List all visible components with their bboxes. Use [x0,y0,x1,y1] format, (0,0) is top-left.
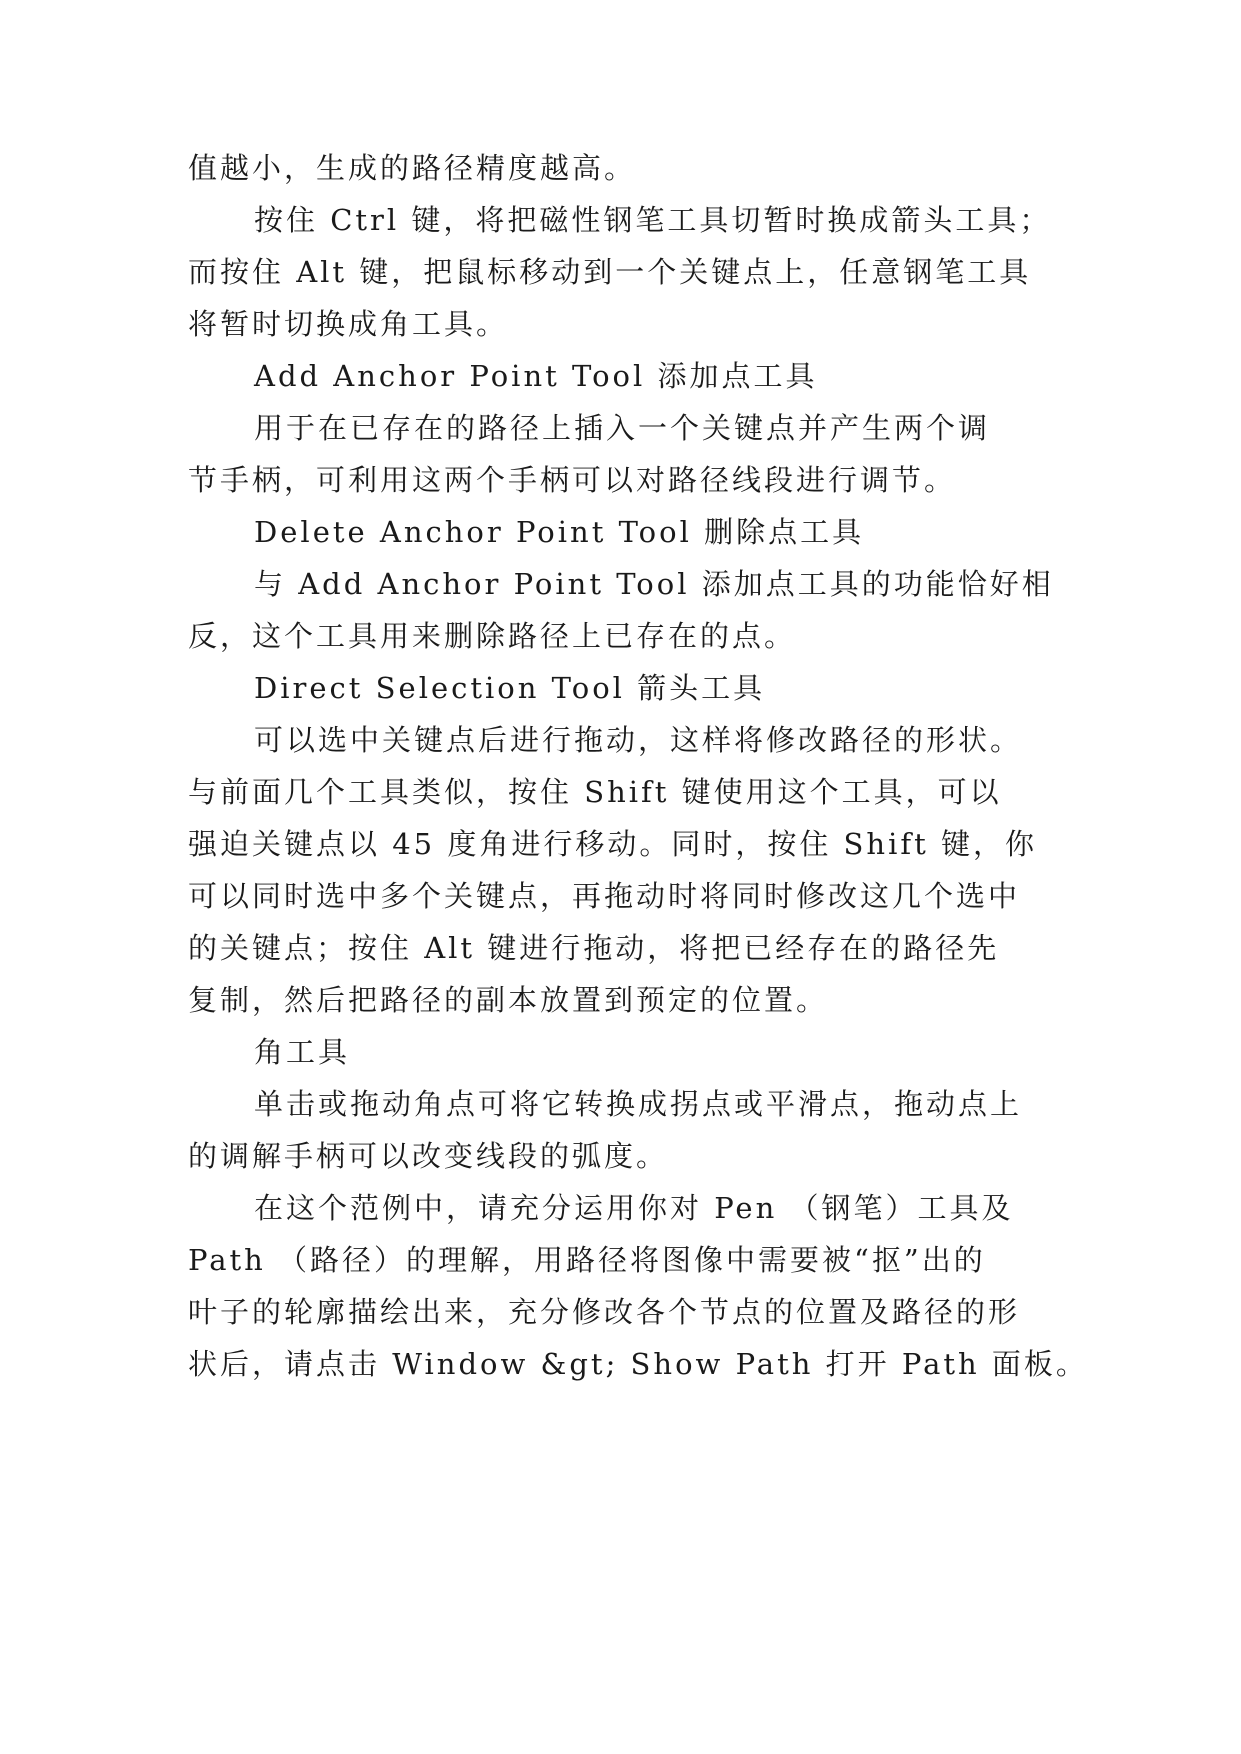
text-line: 的调解手柄可以改变线段的弧度。 [188,1139,669,1173]
text-line: 而按住 Alt 键，把鼠标移动到一个关键点上，任意钢笔工具 [188,255,1032,289]
text-line: 按住 Ctrl 键，将把磁性钢笔工具切暂时换成箭头工具； [254,203,1052,237]
text-line: 值越小，生成的路径精度越高。 [188,151,637,185]
text-line: 与 Add Anchor Point Tool 添加点工具的功能恰好相 [254,567,1054,601]
text-line: 角工具 [254,1035,351,1069]
text-line: 与前面几个工具类似，按住 Shift 键使用这个工具，可以 [188,775,1002,809]
text-line: 用于在已存在的路径上插入一个关键点并产生两个调 [254,411,991,445]
text-line: Direct Selection Tool 箭头工具 [254,671,766,705]
text-line: 单击或拖动角点可将它转换成拐点或平滑点，拖动点上 [254,1087,1023,1121]
text-line: 的关键点；按住 Alt 键进行拖动，将把已经存在的路径先 [188,931,1000,965]
text-line: 在这个范例中，请充分运用你对 Pen （钢笔）工具及 [254,1191,1014,1225]
text-line: 强迫关键点以 45 度角进行移动。同时，按住 Shift 键，你 [188,827,1037,861]
text-line: 将暂时切换成角工具。 [188,307,509,341]
text-line: 状后，请点击 Window &gt; Show Path 打开 Path 面板。 [188,1347,1088,1381]
text-line: 可以同时选中多个关键点，再拖动时将同时修改这几个选中 [188,879,1021,913]
text-line: Add Anchor Point Tool 添加点工具 [254,359,818,393]
text-line: Path （路径）的理解，用路径将图像中需要被“抠”出的 [188,1243,986,1277]
text-line: Delete Anchor Point Tool 删除点工具 [254,515,865,549]
text-line: 复制，然后把路径的副本放置到预定的位置。 [188,983,829,1017]
text-line: 节手柄，可利用这两个手柄可以对路径线段进行调节。 [188,463,957,497]
text-line: 可以选中关键点后进行拖动，这样将修改路径的形状。 [254,723,1023,757]
text-line: 叶子的轮廓描绘出来，充分修改各个节点的位置及路径的形 [188,1295,1021,1329]
text-line: 反，这个工具用来删除路径上已存在的点。 [188,619,797,653]
